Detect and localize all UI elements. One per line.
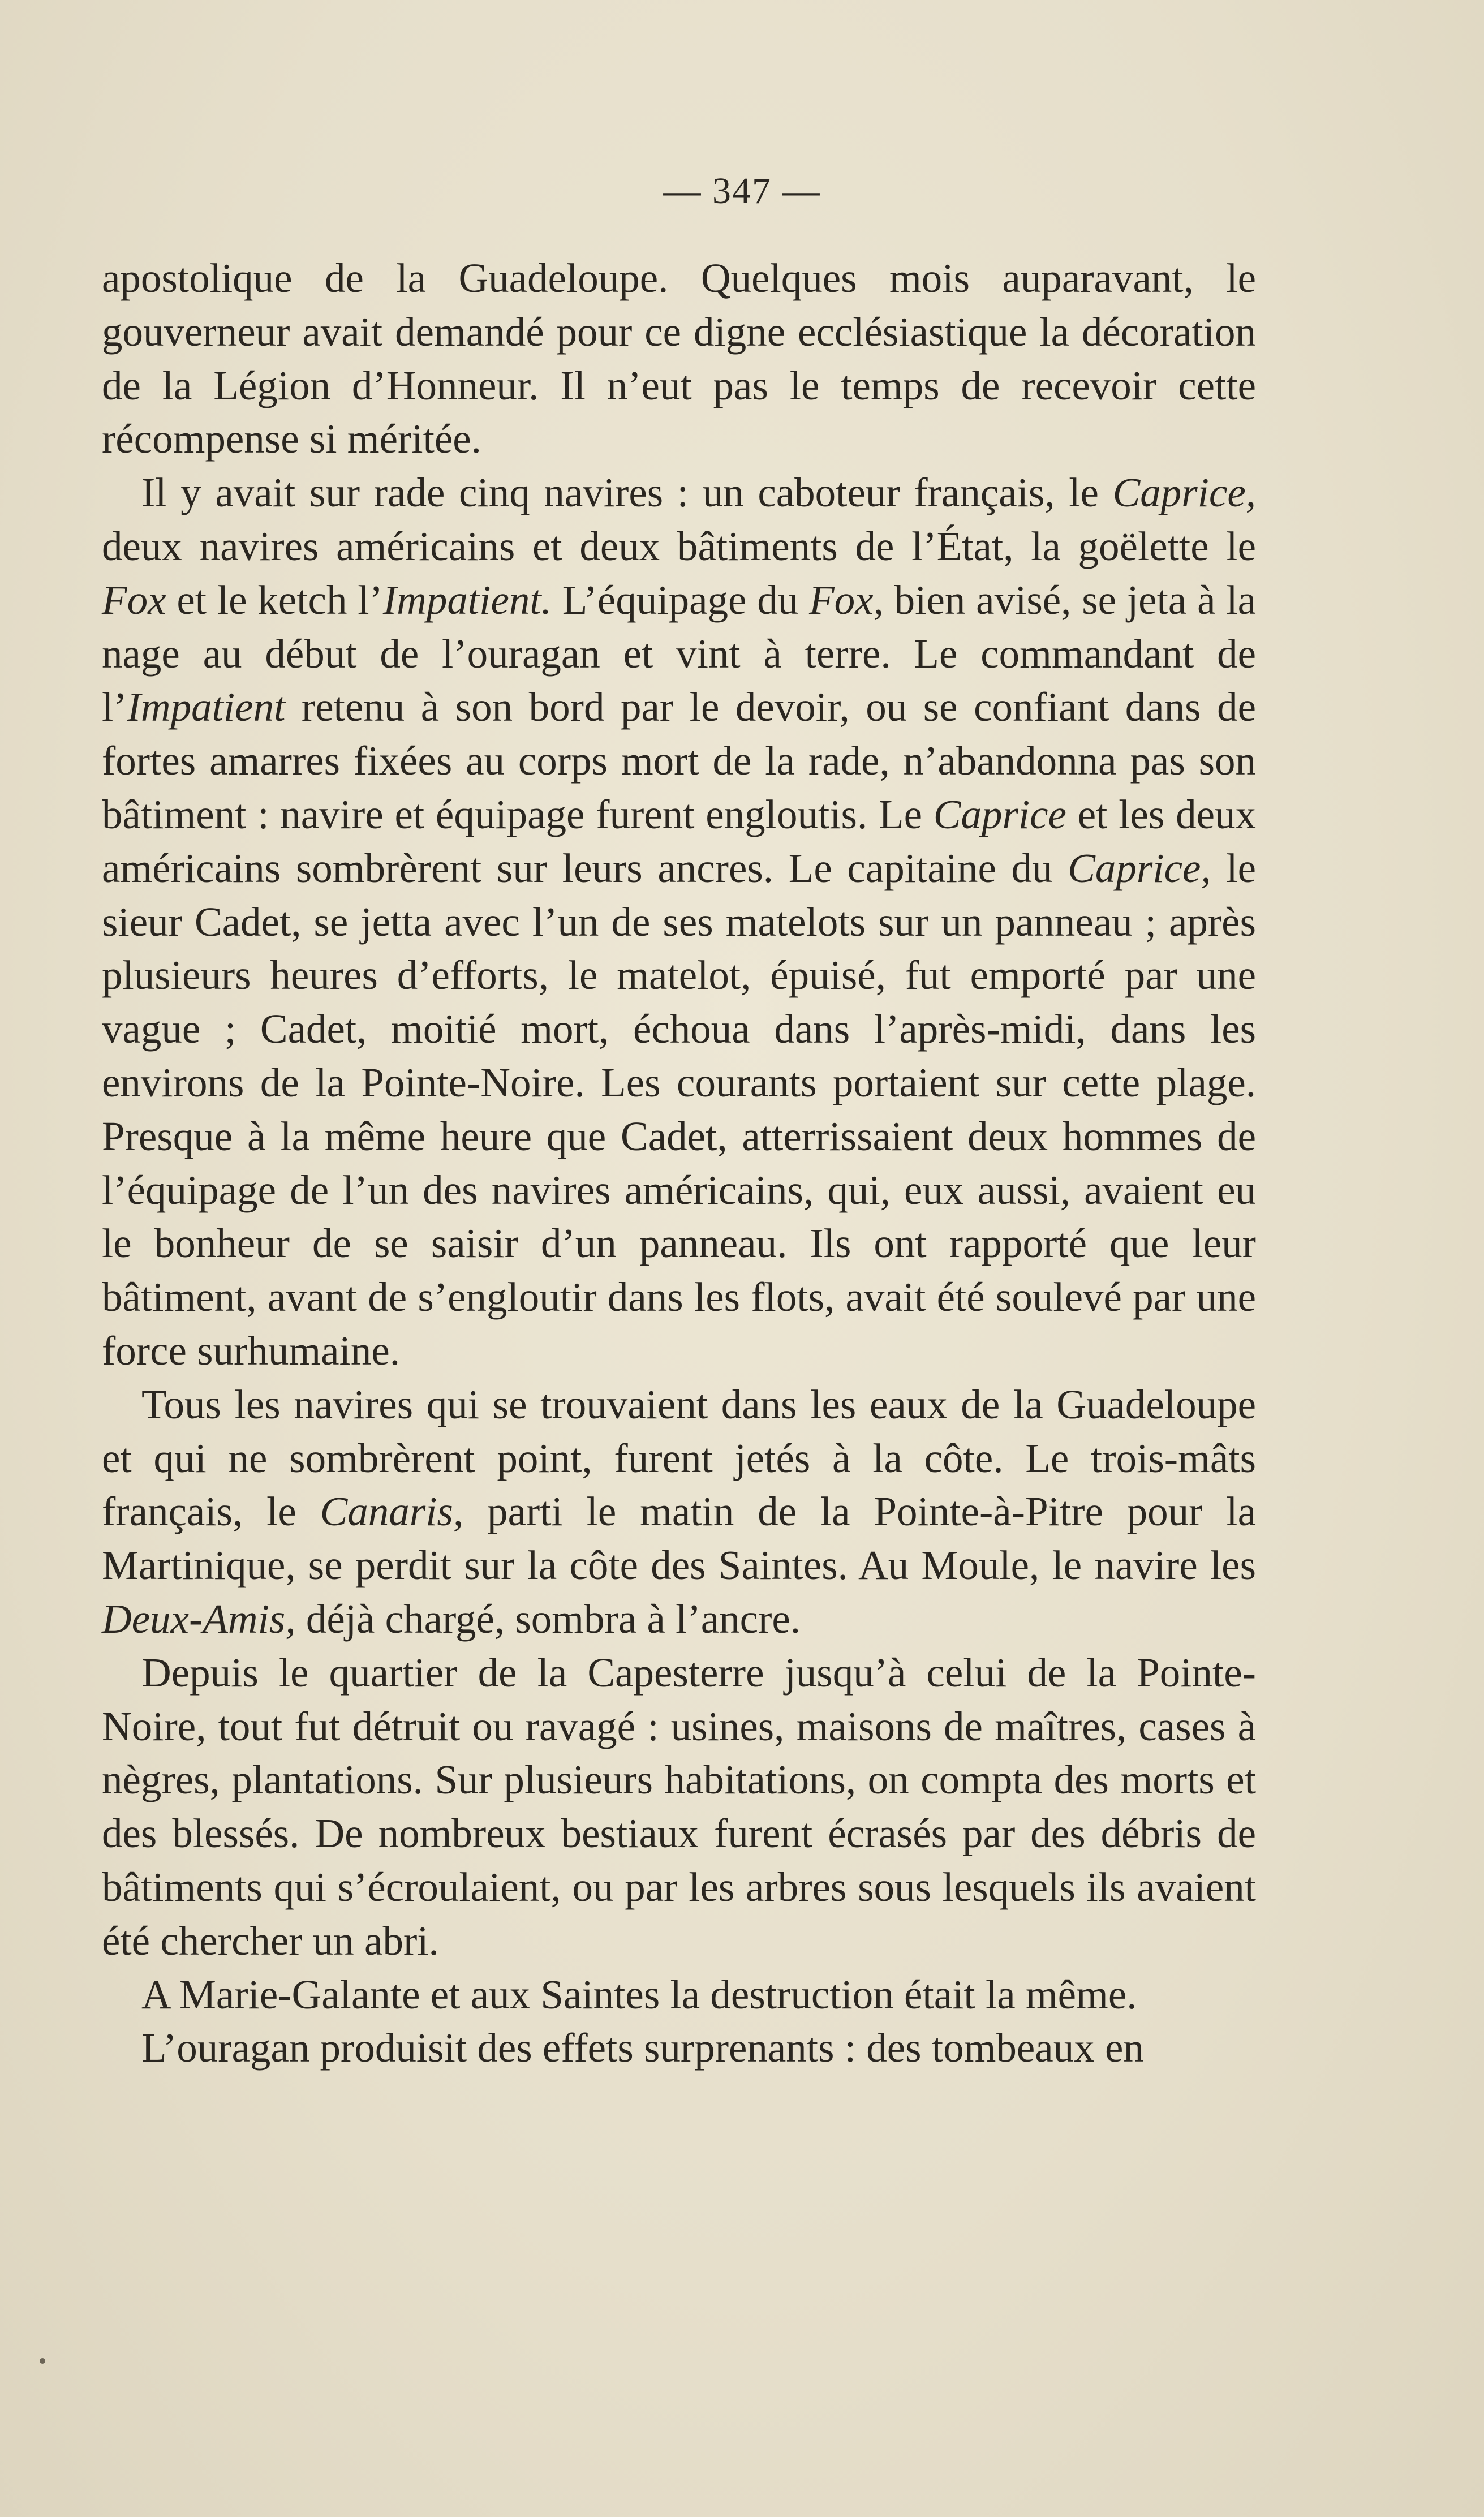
text-run: L’ouragan produisit des effets surprenants : des tombeaux en	[141, 2025, 1144, 2071]
italic-text: Caprice	[933, 791, 1066, 837]
italic-text: Impatient	[127, 684, 286, 730]
text-run: deux navires américains et deux bâtiments de l’État, la goëlette le	[102, 523, 1256, 569]
text-run: déjà chargé, sombra à l’ancre.	[295, 1595, 801, 1642]
italic-text: Fox,	[809, 576, 884, 623]
paper-speck	[40, 2358, 45, 2364]
paragraph	[102, 466, 1256, 1378]
text-run: et le ketch l’	[166, 576, 383, 623]
italic-text: Caprice,	[1068, 845, 1211, 891]
text-run: apostolique de la Guadeloupe. Quelques mois auparavant, le gouverneur avait demandé pour ce digne ecclésiastique la décoration de la Légion d’Honneur. Il n’eut pas le temps de recevoir cette récompense si méritée.	[102, 255, 1256, 462]
text-run: Tous les navires qui se trouvaient dans les eaux de la Guadeloupe et qui ne sombrèrent point, furent jetés à la côte. Le trois-mâts français, le	[102, 1381, 1256, 1535]
paragraph	[102, 1646, 1256, 1968]
page-number: — 347 —	[663, 170, 821, 212]
paragraph	[102, 1968, 1256, 2022]
paragraph	[102, 252, 1256, 466]
italic-text: Impatient.	[382, 576, 552, 623]
italic-text: Caprice,	[1112, 470, 1256, 516]
text-run: le sieur Cadet, se jetta avec l’un de ses matelots sur un panneau ; après plusieurs heures d’efforts, le matelot, épuisé, fut emporté par une vague ; Cadet, moitié mort, échoua dans l’après-midi, dans les environs de la Pointe-Noire. Les courants portaient sur cette plage. Presque à la même heure que Cadet, atterrissaient deux hommes de l’équipage de l’un des navires américains, qui, eux aussi, avaient eu le bonheur de se saisir d’un panneau. Ils ont rapporté que leur bâtiment, avant de s’engloutir dans les flots, avait été soulevé par une force surhumaine.	[102, 845, 1256, 1374]
text-run: Depuis le quartier de la Capesterre jusqu’à celui de la Pointe-Noire, tout fut détruit ou ravagé : usines, maisons de maîtres, cases à nègres, plantations. Sur plusieurs habitations, on compta des morts et des blessés. De nombreux bestiaux furent écrasés par des débris de bâtiments qui s’écroulaient, ou par les arbres sous lesquels ils avaient été chercher un abri.	[102, 1649, 1256, 1964]
text-run: et les deux américains sombrèrent sur leurs ancres. Le capitaine du	[102, 791, 1256, 891]
body-text	[102, 252, 1256, 2075]
text-run: Il y avait sur rade cinq navires : un caboteur français, le	[141, 470, 1113, 516]
text-run: bien avisé, se jeta à la nage au début de l’ouragan et vint à terre. Le commandant de l’	[102, 576, 1257, 730]
italic-text: Canaris,	[320, 1488, 464, 1535]
italic-text: Fox	[102, 576, 166, 623]
paragraph	[102, 2021, 1256, 2075]
text-run: retenu à son bord par le devoir, ou se confiant dans de fortes amarres fixées au corps mort de la rade, n’abandonna pas son bâtiment : navire et équipage furent engloutis. Le	[102, 684, 1256, 837]
text-run: L’équipage du	[551, 576, 810, 623]
paragraph	[102, 1378, 1256, 1646]
text-run: parti le matin de la Pointe-à-Pitre pour la Martinique, se perdit sur la côte des Saintes. Au Moule, le navire les	[102, 1488, 1256, 1589]
italic-text: Deux-Amis,	[102, 1595, 296, 1642]
text-run: A Marie-Galante et aux Saintes la destruction était la même.	[141, 1971, 1137, 2017]
